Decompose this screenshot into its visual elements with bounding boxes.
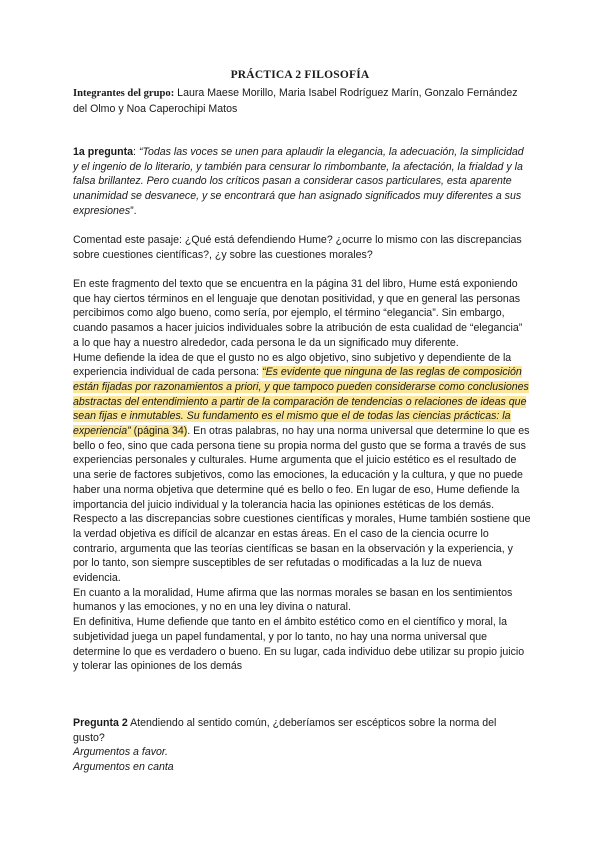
group-label: Integrantes del grupo: <box>73 88 175 99</box>
answer-1 <box>73 277 531 674</box>
arguments-contra: Argumentos en canta <box>73 761 174 774</box>
question-2 <box>73 716 531 775</box>
answer-paragraph-4: En cuanto a la moralidad, Hume afirma que las normas morales se basan en los sentimientos humanos y las emociones, y no en una ley divina o natural. <box>73 586 513 614</box>
answer-paragraph-5: En definitiva, Hume defiende que tanto en el ámbito estético como en el científico y moral, la subjetividad juega un papel fundamental, y por lo tanto, no hay una norma universal que determine lo que es verdadero o bueno. En su lugar, cada individuo debe utilizar su propio juicio y tolerar las opiniones de los demás <box>73 616 525 673</box>
arguments-favor: Argumentos a favor. <box>73 746 168 759</box>
group-names: Laura Maese Morillo, Maria Isabel Rodríguez Marín, Gonzalo Fernández del Olmo y Noa Caperochipi Matos <box>73 87 518 115</box>
question-1-prompt: Comentad este pasaje: ¿Qué está defendiendo Hume? ¿ocurre lo mismo con las discrepancias sobre cuestiones científicas?, ¿y sobre las cuestiones morales? <box>73 234 522 261</box>
page-citation: (página 34) <box>130 425 188 438</box>
question-2-label: Pregunta 2 <box>73 717 128 729</box>
highlighted-quote: “Es evidente que ninguna de las reglas de composición están fijadas por razonamientos a priori, y que tampoco pueden considerarse como conclusiones abstractas del entendimiento a partir de la comparación de tendencias o relaciones de ideas que sean fijas e inmutables. Su fundamento es el mismo que el de todas las ciencias prácticas: la experiencia” <box>73 366 529 438</box>
question-1: 1a pregunta: “Todas las voces se unen para aplaudir la elegancia, la adecuación, la simplicidad y el ingenio de lo literario, y también para censurar lo rimbombante, la afectación, la frialdad y la falsa brillantez. Pero cuando los críticos pasan a considerar casos particulares, esta aparente unanimidad se desvanece, y se encontrará que han asignado significados muy diferentes a sus expresiones”. <box>73 146 524 217</box>
answer-paragraph-3: Respecto a las discrepancias sobre cuestiones científicas y morales, Hume también sostiene que la verdad objetiva es difícil de alcanzar en estas áreas. En el caso de la ciencia ocurre lo contrario, argumenta que las teorías científicas se basan en la observación y la experiencia, y por lo tanto, son siempre susceptibles de ser refutadas o modificadas a la luz de nueva evidencia. <box>73 513 531 585</box>
question-1-quote: “Todas las voces se unen para aplaudir la elegancia, la adecuación, la simplicidad y el ingenio de lo literario, y también para censurar lo rimbombante, la afectación, la frialdad y la falsa brillantez. Pero cuando los críticos pasan a considerar casos particulares, esta aparente unanimidad se desvanece, y se encontrará que han asignado significados muy diferentes a sus expresiones <box>73 146 524 217</box>
question-1-label: 1a pregunta <box>73 146 134 158</box>
question-2-text: Atendiendo al sentido común, ¿deberíamos ser escépticos sobre la norma del gusto? <box>73 717 497 744</box>
answer-paragraph-1: En este fragmento del texto que se encuentra en la página 31 del libro, Hume está exponiendo que hay ciertos términos en el lenguaje que denotan positividad, y que en general las personas percibimos como algo bueno, como sería, por ejemplo, el término “elegancia”. Sin embargo, cuando pasamos a hacer juicios individuales sobre la atribución de esta cualidad de “elegancia” a lo que hay a nuestro alrededor, cada persona le da un significado muy diferente. <box>73 278 523 349</box>
answer-paragraph-2: Hume defiende la idea de que el gusto no es algo objetivo, sino subjetivo y dependiente de la experiencia individual de cada persona: “Es evidente que ninguna de las reglas de composición están fijadas por razonamientos a priori, y que tampoco pueden considerarse como conclusiones abstractas del entendimiento a partir de la comparación de tendencias o relaciones de ideas que sean fijas e inmutables. Su fundamento es el mismo que el de todas las ciencias prácticas: la experiencia” (página 34). En otras palabras, no hay una norma universal que determine lo que es bello o feo, sino que cada persona tiene su propia norma del gusto que se forma a través de sus experiencias personales y culturales. Hume argumenta que el juicio estético es el resultado de una serie de factores subjetivos, como las emociones, la educación y la cultura, y que no puede haber una norma objetiva que determine qué es bello o feo. En lugar de eso, Hume defiende la importancia del juicio individual y la tolerancia hacia las opiniones estéticas de los demás. <box>73 351 530 511</box>
document-title: PRÁCTICA 2 FILOSOFÍA <box>230 69 370 81</box>
group-members <box>73 86 531 116</box>
